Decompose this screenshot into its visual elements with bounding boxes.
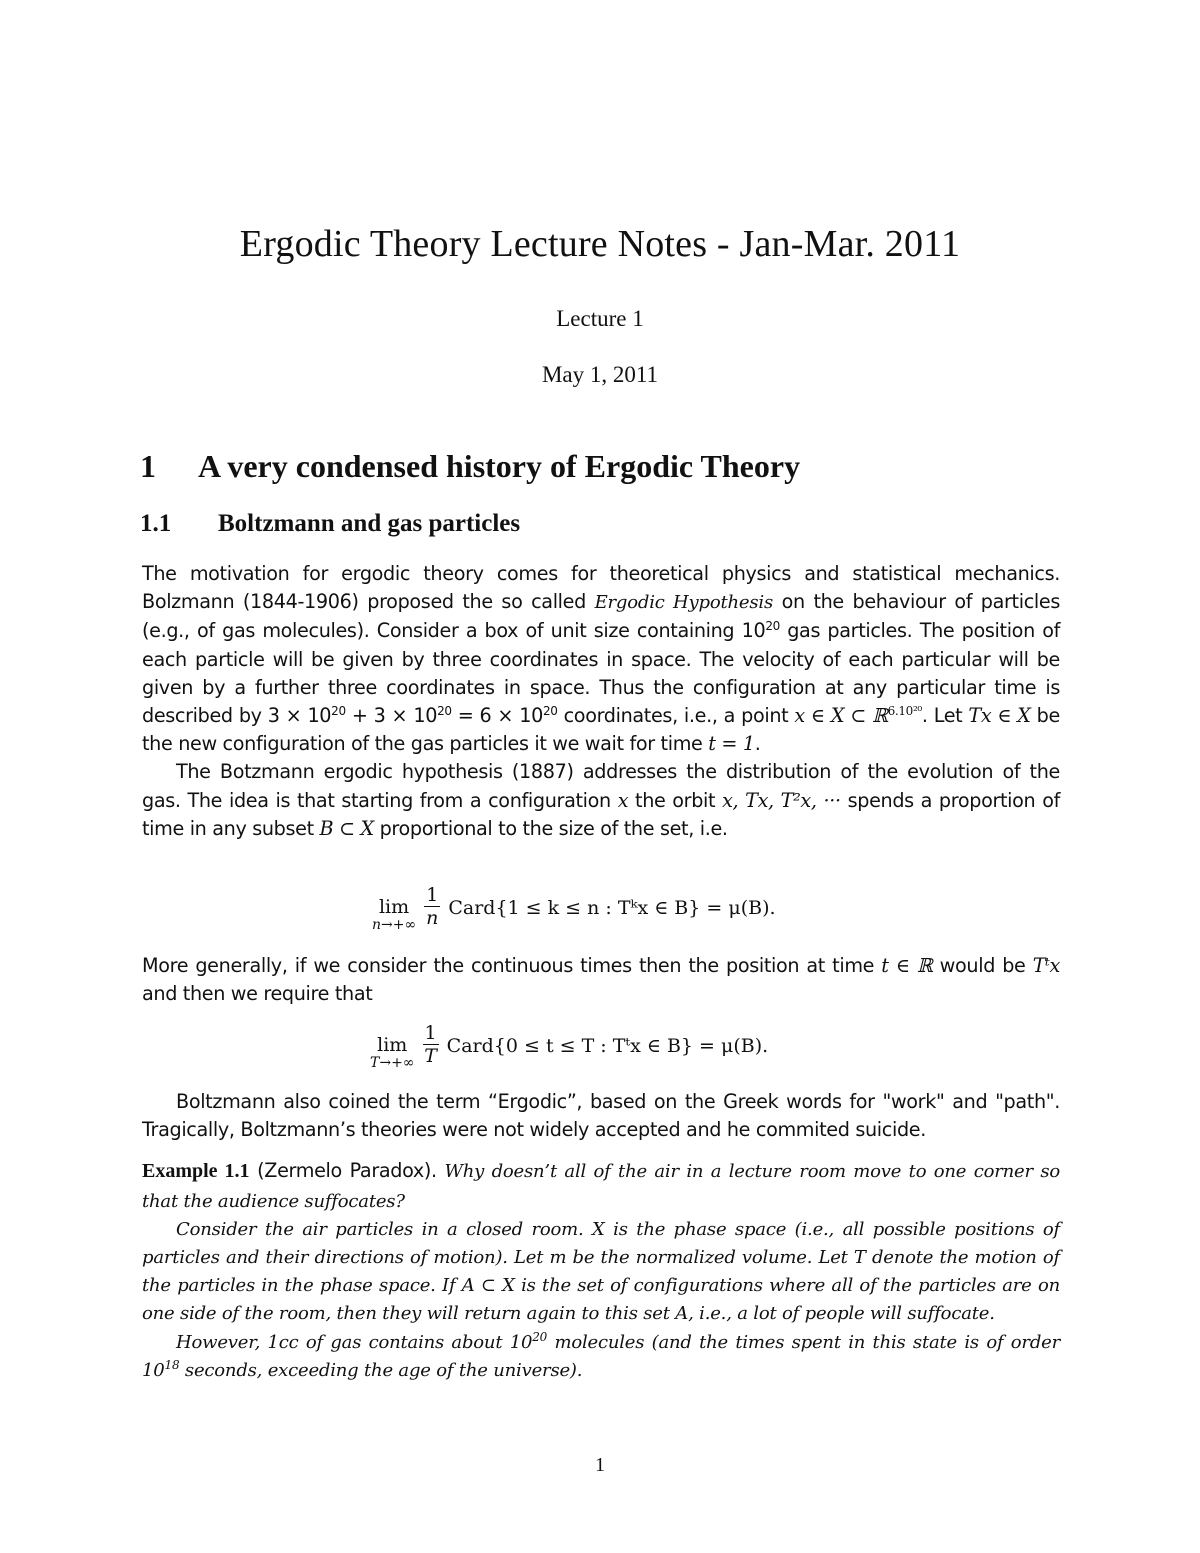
subsection-title: Boltzmann and gas particles (218, 510, 521, 537)
example-paragraph-3: However, 1cc of gas contains about $10^{20}$ molecules (and the times spent in this state is of order $10^{18}$ seconds, exceeding the age of the universe). (142, 1329, 1060, 1381)
body-text-block-2 (142, 952, 1060, 1008)
math-inline: x (617, 788, 629, 812)
math-inline: t ∈ ℝ (881, 954, 933, 977)
fraction: $\frac{1}{T}$ (424, 1022, 437, 1067)
math-inline: t = 1 (708, 732, 755, 756)
paragraph-boltzmann-term: Boltzmann also coined the term “Ergodic”, based on the Greek words for "work" and "path". Tragically, Boltzmann’s theories were not widely accepted and he commited suicide. (142, 1090, 1060, 1142)
equation-body: Card{1 ≤ k ≤ n : Tᵏx ∈ B} = μ(B). (448, 897, 776, 919)
example-question: Why doesn’t all of the air in a lecture room move to one corner so that the audience suffocates? (142, 1161, 1060, 1212)
paragraph-boltzmann: The motivation for ergodic theory comes for theoretical physics and statistical mechanics. Bolzmann (1844-1906) proposed the so called Ergodic Hypothesis on the behaviour of particles (e.g., of gas molecules). Consider a box of unit size containing $10^{20}$ gas particles. The position of each particle will be given by three coordinates in space. The velocity of each particular will be given by a further three coordinates in space. Thus the configuration at any particular time is described by $3 \times 10^{20} + 3 \times 10^{20} = 6 \times 10^{20}$ coordinates, i.e., a point x ∈ X ⊂ ℝ$^{6.10^{20}}$. Let Tx ∈ X be the new configuration of the gas particles it we wait for time t = 1. (142, 562, 1060, 756)
emphasis-ergodic-hypothesis: Ergodic Hypothesis (594, 592, 773, 614)
math-inline: x ∈ X ⊂ ℝ (794, 704, 888, 728)
document-date: May 1, 2011 (541, 362, 659, 387)
section-title: A very condensed history of Ergodic Theory (198, 448, 801, 484)
math-inline: Tᵗx (1032, 954, 1060, 977)
limit-operator: lim T→+∞ (370, 1034, 415, 1071)
equation-body: Card{0 ≤ t ≤ T : Tᵗx ∈ B} = μ(B). (446, 1035, 769, 1057)
body-text-block-1 (142, 560, 1060, 843)
lecture-label: Lecture 1 (556, 306, 644, 331)
limit-operator: lim n→+∞ (372, 896, 417, 933)
subsection-number: 1.1 (140, 510, 172, 537)
page-number: 1 (595, 1454, 605, 1476)
example-1-1: Example 1.1 (Zermelo Paradox). Why doesn’t all of the air in a lecture room move to one corner so that the audience suffocates? (142, 1159, 1060, 1212)
example-label: Example 1.1 (142, 1160, 250, 1183)
subsection-heading (140, 510, 520, 538)
fraction: $\frac{1}{n}$ (426, 884, 439, 929)
section-number: 1 (140, 448, 156, 484)
math-inline: x, Tx, T²x, ··· (722, 788, 841, 812)
paragraph-ergodic-hypothesis: The Botzmann ergodic hypothesis (1887) addresses the distribution of the evolution of the gas. The idea is that starting from a configuration x the orbit x, Tx, T²x, ··· spends a proportion of time in any subset B ⊂ X proportional to the size of the set, i.e. (142, 760, 1060, 840)
section-heading (140, 448, 800, 485)
math-inline: B ⊂ X (319, 816, 374, 840)
paragraph-continuous-time: More generally, if we consider the continuous times then the position at time t ∈ ℝ would be Tᵗx and then we require that (142, 954, 1060, 1006)
document-title: Ergodic Theory Lecture Notes - Jan-Mar. 2011 (239, 223, 961, 265)
body-text-block-3 (142, 1088, 1060, 1385)
example-paragraph-2: Consider the air particles in a closed room. X is the phase space (i.e., all possible positions of particles and their directions of motion). Let m be the normalized volume. Let T denote the motion of the particles in the phase space. If A ⊂ X is the set of configurations where all of the particles are on one side of the room, then they will return again to this set A, i.e., a lot of people will suffocate. (142, 1218, 1060, 1325)
math-inline: Tx ∈ X (968, 704, 1031, 728)
